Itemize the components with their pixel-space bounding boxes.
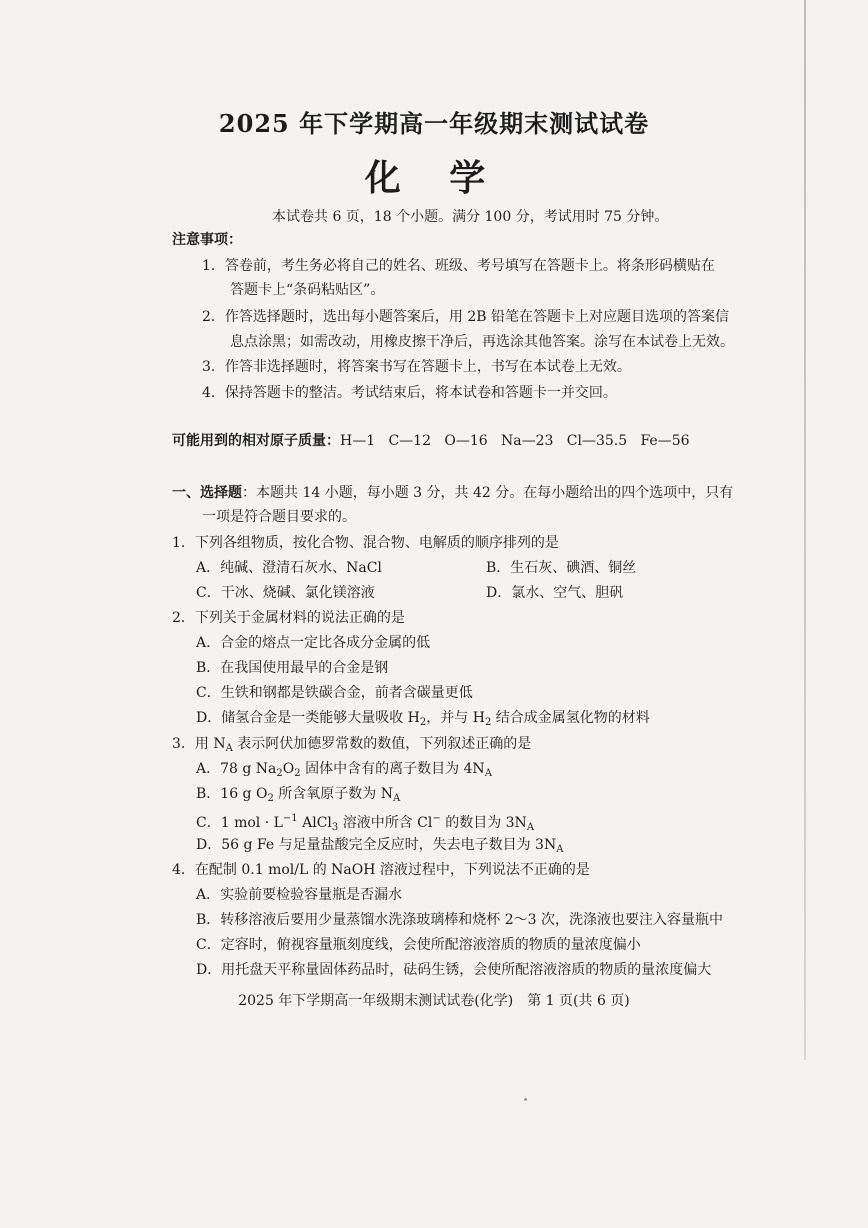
exam-info: 本试卷共 6 页，18 个小题。满分 100 分，考试用时 75 分钟。 [272, 209, 669, 225]
q3a-text-1: A．78 g Na [196, 761, 277, 777]
q3b-text-1: B．16 g O [196, 786, 268, 802]
q3c-sub-1: 3 [331, 822, 339, 833]
q2d-text-2: ，并与 H [426, 710, 485, 726]
notice-heading: 注意事项： [172, 232, 242, 248]
q3b-sub-2: A [392, 793, 401, 804]
question-1-option-b: B．生石灰、碘酒、铜丝 [486, 560, 637, 576]
notice-item-2-cont: 息点涂黑；如需改动，用橡皮擦干净后，再选涂其他答案。涂写在本试卷上无效。 [230, 334, 734, 350]
q3c-text-3: 溶液中所含 Cl [338, 815, 433, 831]
q2d-text-1: D．储氢合金是一类能够大量吸收 H [196, 710, 420, 726]
q3c-text-2: AlCl [297, 815, 332, 831]
atomic-mass-row [172, 432, 690, 450]
q3a-sub-1: 2 [276, 768, 283, 779]
question-4-option-c: C．定容时，俯视容量瓶刻度线，会使所配溶液溶质的物质的量浓度偏小 [196, 937, 641, 953]
q3c-text-4: 的数目为 3N [440, 815, 527, 831]
notice-item-2: 2．作答选择题时，选出每小题答案后，用 2B 铅笔在答题卡上对应题目选项的答案信 [202, 309, 730, 325]
question-3-option-b [196, 785, 400, 808]
question-1-option-c: C．干冰、烧碱、氯化镁溶液 [196, 585, 375, 601]
subject-title: 化 学 [364, 157, 504, 199]
q3c-sub-2: A [526, 822, 535, 833]
question-2-option-d [196, 709, 650, 732]
question-4-stem: 4．在配制 0.1 mol/L 的 NaOH 溶液过程中，下列说法不正确的是 [172, 862, 590, 878]
notice-item-4: 4．保持答题卡的整洁。考试结束后，将本试卷和答题卡一并交回。 [202, 385, 617, 401]
q3c-sup-1: −1 [282, 813, 298, 824]
section1-intro-text: ：本题共 14 小题，每小题 3 分，共 42 分。在每小题给出的四个选项中，只有 [242, 485, 734, 501]
question-1-option-a: A．纯碱、澄清石灰水、NaCl [196, 560, 382, 576]
q3b-text-2: 所含氧原子数为 N [273, 786, 393, 802]
q3-stem-2: 表示阿伏加德罗常数的数值，下列叙述正确的是 [232, 736, 532, 752]
section1-intro-cont: 一项是符合题目要求的。 [202, 509, 356, 525]
page-footer: 2025 年下学期高一年级期末测试试卷(化学) 第 1 页(共 6 页) [238, 993, 630, 1009]
q3a-sub-3: A [484, 768, 492, 779]
q3-stem-sub: A [225, 743, 233, 754]
scan-speck [524, 1098, 527, 1101]
q2d-sub-1: 2 [419, 717, 427, 728]
section1-heading: 一、选择题 [172, 485, 242, 501]
question-3-option-d [196, 836, 563, 859]
question-4-option-d: D．用托盘天平称量固体药品时，砝码生锈，会使所配溶液溶质的物质的量浓度偏大 [196, 962, 712, 978]
q3d-text-1: D．56 g Fe 与足量盐酸完全反应时，失去电子数目为 3N [196, 837, 557, 853]
question-3-option-c [196, 810, 534, 837]
atomic-mass-label: 可能用到的相对原子质量： [172, 433, 340, 449]
question-3-stem [172, 735, 531, 758]
notice-item-1: 1．答卷前，考生务必将自己的姓名、班级、考号填写在答题卡上。将条形码横贴在 [202, 258, 715, 274]
q3a-text-2: O [282, 761, 295, 777]
question-3-option-a [196, 760, 492, 783]
q3a-sub-2: 2 [294, 768, 301, 779]
question-4-option-b: B．转移溶液后要用少量蒸馏水洗涤玻璃棒和烧杯 2～3 次，洗涤液也要注入容量瓶中 [196, 912, 724, 928]
q3c-text-1: C．1 mol · L [196, 815, 283, 831]
q3d-sub-1: A [556, 844, 564, 855]
notice-item-1-cont: 答题卡上“条码粘贴区”。 [230, 282, 385, 298]
q2d-text-3: 结合成金属氢化物的材料 [491, 710, 650, 726]
question-2-option-a: A．合金的熔点一定比各成分金属的低 [196, 635, 431, 651]
q3b-sub-1: 2 [267, 793, 274, 804]
exam-title: 2025 年下学期高一年级期末测试试卷 [218, 109, 650, 138]
question-1-stem: 1．下列各组物质，按化合物、混合物、电解质的顺序排列的是 [172, 535, 559, 551]
q3c-sup-2: − [432, 813, 441, 824]
section1-intro [172, 484, 733, 502]
question-2-option-c: C．生铁和钢都是铁碳合金，前者含碳量更低 [196, 685, 473, 701]
question-4-option-a: A．实验前要检验容量瓶是否漏水 [196, 887, 403, 903]
q3-stem-1: 3．用 N [172, 736, 226, 752]
q3a-text-3: 固体中含有的离子数目为 4N [300, 761, 485, 777]
notice-item-3: 3．作答非选择题时，将答案书写在答题卡上，书写在本试卷上无效。 [202, 359, 631, 375]
question-2-option-b: B．在我国使用最早的合金是钢 [196, 660, 389, 676]
q2d-sub-2: 2 [484, 717, 492, 728]
atomic-mass-values: H—1 C—12 O—16 Na—23 Cl—35.5 Fe—56 [340, 433, 690, 449]
question-2-stem: 2．下列关于金属材料的说法正确的是 [172, 610, 405, 626]
question-1-option-d: D．氯水、空气、胆矾 [486, 585, 624, 601]
